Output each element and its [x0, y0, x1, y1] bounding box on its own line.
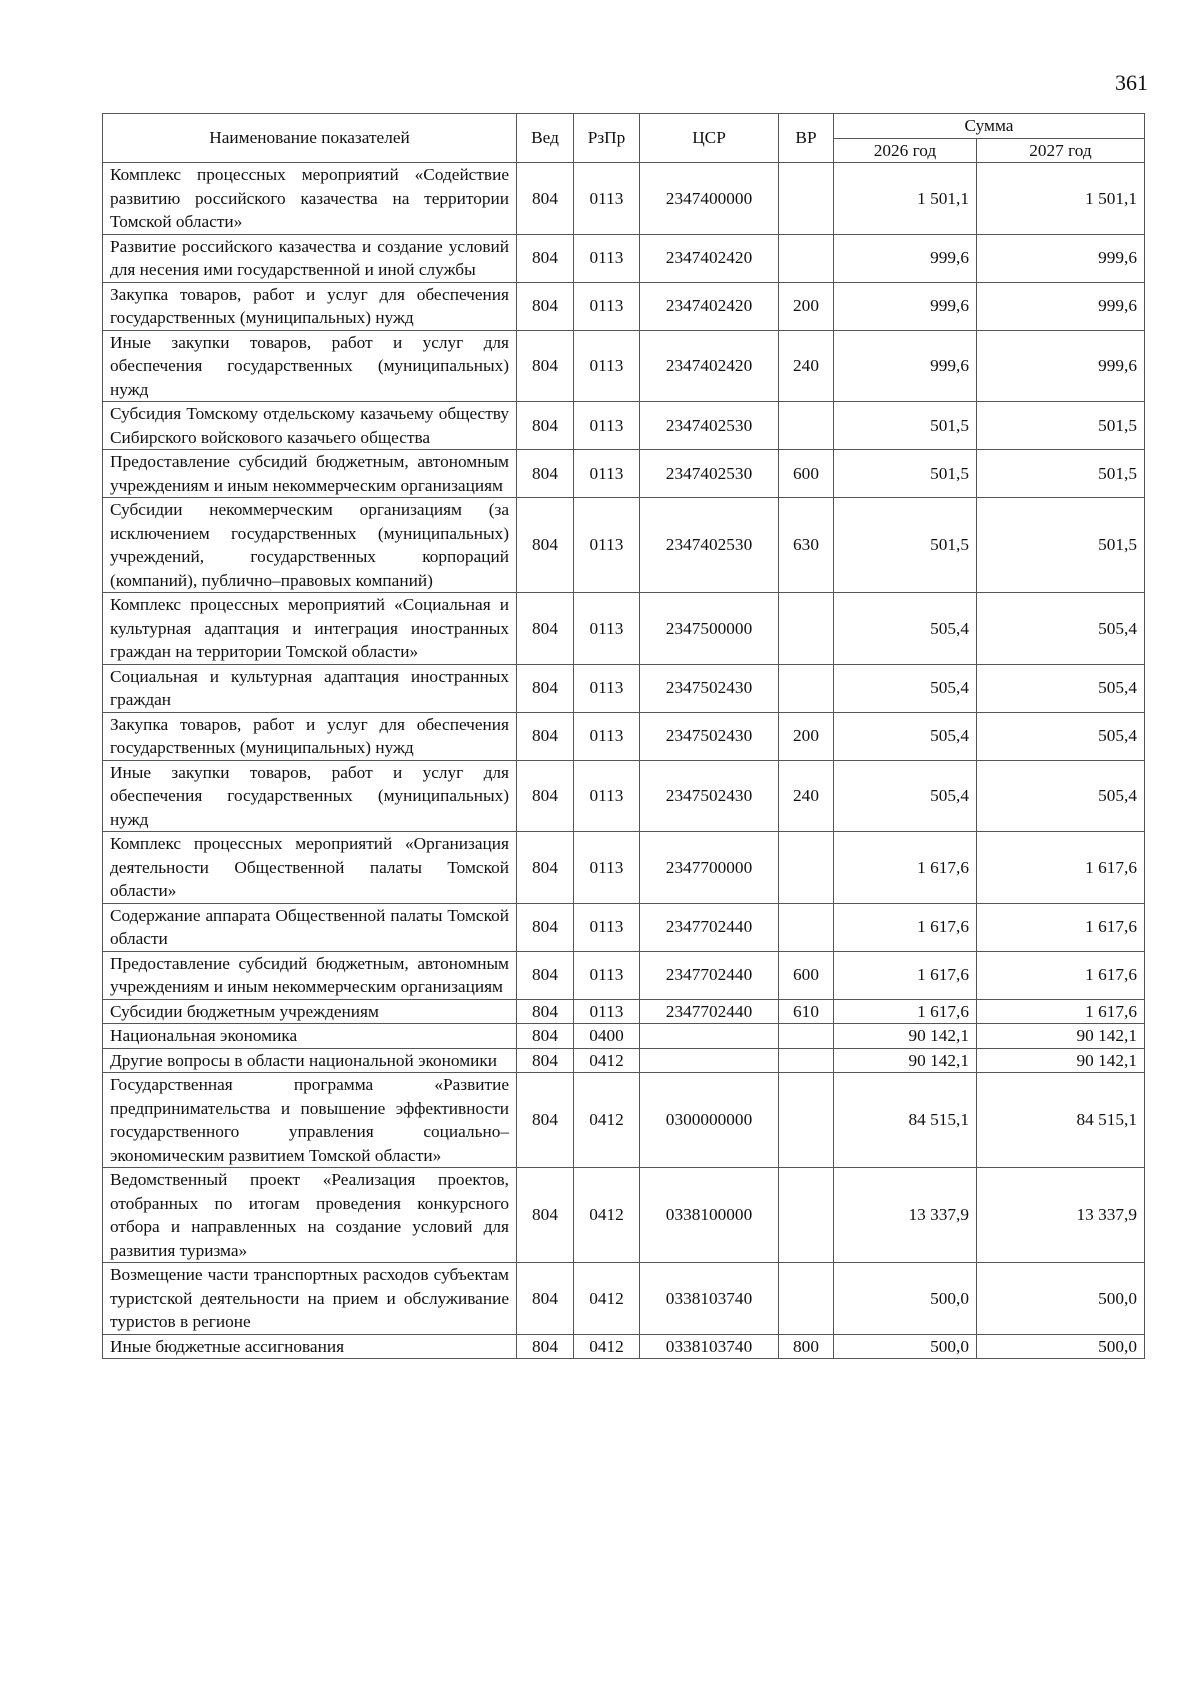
cell-2027: 1 617,6	[977, 999, 1145, 1024]
table-row	[103, 1263, 1145, 1335]
cell-2027: 505,4	[977, 712, 1145, 760]
cell-csr: 2347502430	[640, 664, 779, 712]
cell-2026: 501,5	[834, 450, 977, 498]
cell-2026: 505,4	[834, 760, 977, 832]
cell-vr	[779, 402, 834, 450]
cell-csr: 2347402420	[640, 330, 779, 402]
cell-2026: 505,4	[834, 712, 977, 760]
cell-csr	[640, 1048, 779, 1073]
cell-csr: 2347500000	[640, 593, 779, 665]
cell-2027: 13 337,9	[977, 1168, 1145, 1263]
cell-ved: 804	[517, 402, 574, 450]
table-row	[103, 498, 1145, 593]
cell-2026: 1 501,1	[834, 163, 977, 235]
cell-vr	[779, 163, 834, 235]
cell-ved: 804	[517, 593, 574, 665]
cell-2026: 1 617,6	[834, 903, 977, 951]
cell-name: Национальная экономика	[103, 1024, 517, 1049]
cell-rzpr: 0113	[574, 450, 640, 498]
cell-name: Комплекс процессных мероприятий «Социальная и культурная адаптация и интеграция иностранных граждан на территории Томской области»	[103, 593, 517, 665]
cell-ved: 804	[517, 498, 574, 593]
cell-vr: 630	[779, 498, 834, 593]
cell-rzpr: 0113	[574, 282, 640, 330]
cell-ved: 804	[517, 1334, 574, 1359]
cell-name: Иные бюджетные ассигнования	[103, 1334, 517, 1359]
cell-csr: 0338100000	[640, 1168, 779, 1263]
cell-2026: 90 142,1	[834, 1048, 977, 1073]
cell-vr: 240	[779, 760, 834, 832]
cell-ved: 804	[517, 282, 574, 330]
cell-2027: 999,6	[977, 282, 1145, 330]
table-row	[103, 330, 1145, 402]
cell-ved: 804	[517, 760, 574, 832]
cell-rzpr: 0113	[574, 163, 640, 235]
table-row	[103, 951, 1145, 999]
cell-vr: 200	[779, 282, 834, 330]
cell-rzpr: 0412	[574, 1334, 640, 1359]
header-year-2027: 2027 год	[977, 138, 1145, 163]
cell-vr	[779, 1073, 834, 1168]
cell-name: Субсидии некоммерческим организациям (за исключением государственных (муниципальных) учреждений, государственных корпораций (компаний), публично–правовых компаний)	[103, 498, 517, 593]
cell-csr: 2347402420	[640, 234, 779, 282]
table-row	[103, 1024, 1145, 1049]
cell-rzpr: 0412	[574, 1048, 640, 1073]
cell-2027: 1 617,6	[977, 951, 1145, 999]
cell-2027: 500,0	[977, 1263, 1145, 1335]
cell-rzpr: 0113	[574, 593, 640, 665]
header-vr: ВР	[779, 114, 834, 163]
cell-csr	[640, 1024, 779, 1049]
cell-2026: 501,5	[834, 498, 977, 593]
cell-vr	[779, 1024, 834, 1049]
cell-2027: 501,5	[977, 450, 1145, 498]
header-csr: ЦСР	[640, 114, 779, 163]
header-row	[103, 114, 1145, 139]
header-rzpr: РзПр	[574, 114, 640, 163]
table-row	[103, 1168, 1145, 1263]
table-row	[103, 234, 1145, 282]
cell-2027: 501,5	[977, 498, 1145, 593]
cell-name: Предоставление субсидий бюджетным, автономным учреждениям и иным некоммерческим организациям	[103, 450, 517, 498]
cell-name: Ведомственный проект «Реализация проектов, отобранных по итогам проведения конкурсного отбора и направленных на создание условий для развития туризма»	[103, 1168, 517, 1263]
table-row	[103, 999, 1145, 1024]
cell-2027: 500,0	[977, 1334, 1145, 1359]
cell-rzpr: 0412	[574, 1263, 640, 1335]
cell-ved: 804	[517, 1168, 574, 1263]
cell-vr	[779, 1263, 834, 1335]
table-body	[103, 163, 1145, 1359]
cell-name: Другие вопросы в области национальной экономики	[103, 1048, 517, 1073]
cell-2027: 505,4	[977, 760, 1145, 832]
header-name: Наименование показателей	[103, 114, 517, 163]
cell-csr: 2347702440	[640, 999, 779, 1024]
table-row	[103, 282, 1145, 330]
cell-2026: 500,0	[834, 1263, 977, 1335]
cell-2026: 999,6	[834, 282, 977, 330]
cell-rzpr: 0113	[574, 498, 640, 593]
cell-csr: 0338103740	[640, 1334, 779, 1359]
cell-2026: 1 617,6	[834, 951, 977, 999]
cell-2026: 13 337,9	[834, 1168, 977, 1263]
cell-vr: 600	[779, 450, 834, 498]
cell-name: Закупка товаров, работ и услуг для обеспечения государственных (муниципальных) нужд	[103, 712, 517, 760]
table-row	[103, 664, 1145, 712]
cell-rzpr: 0113	[574, 402, 640, 450]
cell-rzpr: 0412	[574, 1168, 640, 1263]
cell-2026: 1 617,6	[834, 832, 977, 904]
cell-csr: 2347402530	[640, 450, 779, 498]
cell-ved: 804	[517, 712, 574, 760]
budget-table	[102, 113, 1145, 1359]
cell-ved: 804	[517, 163, 574, 235]
cell-2027: 999,6	[977, 234, 1145, 282]
cell-2026: 500,0	[834, 1334, 977, 1359]
cell-name: Содержание аппарата Общественной палаты Томской области	[103, 903, 517, 951]
cell-csr: 2347700000	[640, 832, 779, 904]
cell-ved: 804	[517, 903, 574, 951]
cell-rzpr: 0113	[574, 330, 640, 402]
cell-2026: 505,4	[834, 593, 977, 665]
cell-vr: 610	[779, 999, 834, 1024]
cell-2027: 501,5	[977, 402, 1145, 450]
table-row	[103, 712, 1145, 760]
cell-vr	[779, 1168, 834, 1263]
cell-name: Закупка товаров, работ и услуг для обеспечения государственных (муниципальных) нужд	[103, 282, 517, 330]
table-row	[103, 760, 1145, 832]
cell-csr: 2347502430	[640, 712, 779, 760]
cell-name: Иные закупки товаров, работ и услуг для обеспечения государственных (муниципальных) нужд	[103, 760, 517, 832]
table-row	[103, 593, 1145, 665]
cell-vr: 800	[779, 1334, 834, 1359]
cell-name: Комплекс процессных мероприятий «Организация деятельности Общественной палаты Томской области»	[103, 832, 517, 904]
cell-ved: 804	[517, 1263, 574, 1335]
page-number: 361	[1115, 70, 1148, 95]
cell-ved: 804	[517, 999, 574, 1024]
cell-rzpr: 0400	[574, 1024, 640, 1049]
cell-name: Государственная программа «Развитие предпринимательства и повышение эффективности государственного управления социально–экономическим развитием Томской области»	[103, 1073, 517, 1168]
cell-rzpr: 0113	[574, 832, 640, 904]
cell-name: Комплекс процессных мероприятий «Содействие развитию российского казачества на территории Томской области»	[103, 163, 517, 235]
cell-rzpr: 0113	[574, 999, 640, 1024]
table-row	[103, 163, 1145, 235]
cell-vr	[779, 234, 834, 282]
cell-2026: 84 515,1	[834, 1073, 977, 1168]
cell-vr: 200	[779, 712, 834, 760]
cell-2027: 90 142,1	[977, 1024, 1145, 1049]
header-sum: Сумма	[834, 114, 1145, 139]
cell-2026: 90 142,1	[834, 1024, 977, 1049]
cell-csr: 2347702440	[640, 903, 779, 951]
cell-ved: 804	[517, 450, 574, 498]
cell-rzpr: 0113	[574, 712, 640, 760]
cell-vr: 240	[779, 330, 834, 402]
cell-name: Развитие российского казачества и создание условий для несения ими государственной и иной службы	[103, 234, 517, 282]
cell-csr: 2347402530	[640, 498, 779, 593]
cell-2027: 999,6	[977, 330, 1145, 402]
cell-vr	[779, 1048, 834, 1073]
cell-ved: 804	[517, 330, 574, 402]
table-row	[103, 832, 1145, 904]
header-year-2026: 2026 год	[834, 138, 977, 163]
cell-rzpr: 0113	[574, 234, 640, 282]
table-row	[103, 402, 1145, 450]
table-row	[103, 1048, 1145, 1073]
cell-csr: 2347402530	[640, 402, 779, 450]
cell-rzpr: 0113	[574, 760, 640, 832]
cell-ved: 804	[517, 1073, 574, 1168]
cell-ved: 804	[517, 832, 574, 904]
cell-csr: 2347502430	[640, 760, 779, 832]
cell-csr: 2347402420	[640, 282, 779, 330]
cell-csr: 2347702440	[640, 951, 779, 999]
cell-2027: 1 501,1	[977, 163, 1145, 235]
cell-2026: 999,6	[834, 330, 977, 402]
cell-csr: 0338103740	[640, 1263, 779, 1335]
cell-rzpr: 0113	[574, 903, 640, 951]
cell-rzpr: 0412	[574, 1073, 640, 1168]
cell-ved: 804	[517, 664, 574, 712]
cell-vr	[779, 903, 834, 951]
cell-2026: 999,6	[834, 234, 977, 282]
cell-ved: 804	[517, 234, 574, 282]
cell-ved: 804	[517, 951, 574, 999]
cell-2027: 84 515,1	[977, 1073, 1145, 1168]
cell-2027: 90 142,1	[977, 1048, 1145, 1073]
cell-name: Субсидии бюджетным учреждениям	[103, 999, 517, 1024]
cell-vr	[779, 593, 834, 665]
cell-vr	[779, 664, 834, 712]
cell-csr: 0300000000	[640, 1073, 779, 1168]
cell-2027: 1 617,6	[977, 903, 1145, 951]
cell-ved: 804	[517, 1024, 574, 1049]
table-row	[103, 1073, 1145, 1168]
cell-2027: 1 617,6	[977, 832, 1145, 904]
table-row	[103, 1334, 1145, 1359]
table-row	[103, 450, 1145, 498]
cell-2026: 1 617,6	[834, 999, 977, 1024]
cell-vr: 600	[779, 951, 834, 999]
cell-2026: 501,5	[834, 402, 977, 450]
cell-name: Субсидия Томскому отдельскому казачьему обществу Сибирского войскового казачьего общества	[103, 402, 517, 450]
cell-name: Иные закупки товаров, работ и услуг для обеспечения государственных (муниципальных) нужд	[103, 330, 517, 402]
cell-rzpr: 0113	[574, 664, 640, 712]
cell-2027: 505,4	[977, 593, 1145, 665]
cell-csr: 2347400000	[640, 163, 779, 235]
header-ved: Вед	[517, 114, 574, 163]
cell-name: Возмещение части транспортных расходов субъектам туристской деятельности на прием и обслуживание туристов в регионе	[103, 1263, 517, 1335]
cell-name: Предоставление субсидий бюджетным, автономным учреждениям и иным некоммерческим организациям	[103, 951, 517, 999]
cell-2027: 505,4	[977, 664, 1145, 712]
cell-ved: 804	[517, 1048, 574, 1073]
cell-name: Социальная и культурная адаптация иностранных граждан	[103, 664, 517, 712]
cell-vr	[779, 832, 834, 904]
table-row	[103, 903, 1145, 951]
cell-rzpr: 0113	[574, 951, 640, 999]
cell-2026: 505,4	[834, 664, 977, 712]
